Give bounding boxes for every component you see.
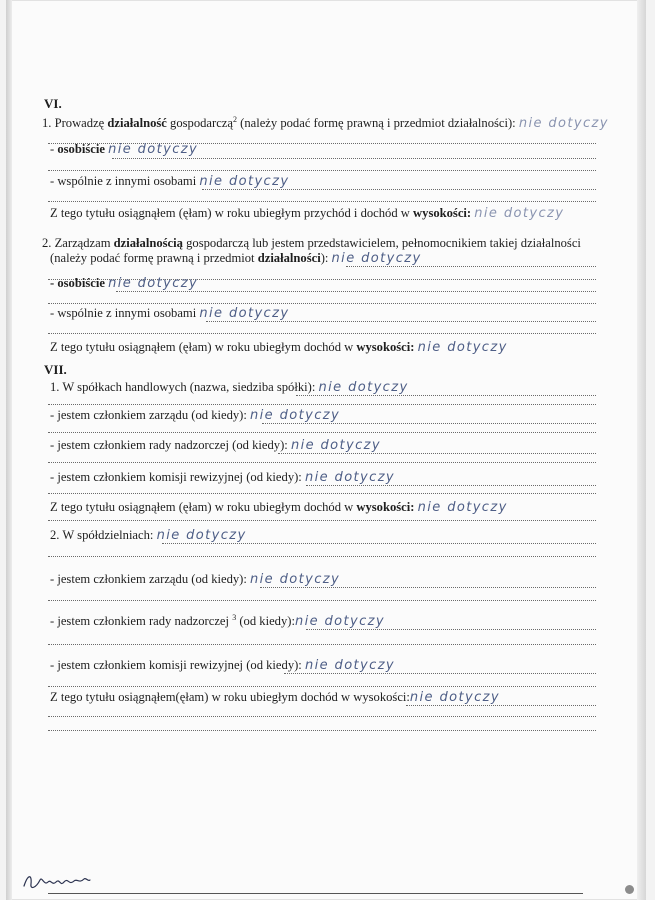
document-page bbox=[6, 0, 646, 900]
vi-osobiscie-2: - osobiście nie dotyczy bbox=[50, 276, 199, 291]
dotted-line bbox=[406, 705, 596, 706]
vi-item2-answer: nie dotyczy bbox=[331, 251, 422, 266]
vii-rada-2-answer: nie dotyczy bbox=[294, 614, 385, 629]
vii-rada-2-text-b: (od kiedy): bbox=[236, 614, 295, 628]
vi-osobiscie-answer-1: nie dotyczy bbox=[108, 142, 199, 157]
dotted-line bbox=[306, 485, 596, 486]
dotted-line bbox=[284, 673, 596, 674]
vi-wspolnie-answer-2: nie dotyczy bbox=[199, 306, 290, 321]
vii-item1-answer: nie dotyczy bbox=[318, 380, 409, 395]
vii-zarzad-1 bbox=[50, 408, 340, 423]
vii-item2-answer: nie dotyczy bbox=[156, 528, 247, 543]
vii-rada-2 bbox=[50, 614, 385, 629]
vii-item2-text: 2. W spółdzielniach: bbox=[50, 528, 154, 542]
dotted-line bbox=[206, 321, 596, 322]
vi-osobiscie-1: - osobiście nie dotyczy bbox=[50, 142, 199, 157]
dotted-line bbox=[306, 629, 596, 630]
vii-komisja-1-answer: nie dotyczy bbox=[304, 470, 396, 485]
dotted-line bbox=[346, 266, 596, 267]
vii-rada-1 bbox=[50, 438, 381, 453]
vi-income-2-answer: nie dotyczy bbox=[417, 340, 508, 355]
dotted-line bbox=[48, 716, 596, 717]
dotted-line bbox=[48, 404, 596, 405]
vi-item2-line2 bbox=[50, 251, 422, 266]
vii-income-2-text: Z tego tytułu osiągnąłem(ęłam) w roku ubiegłym dochód w wysokości: bbox=[50, 690, 410, 704]
vii-item1 bbox=[50, 380, 409, 395]
vi-wspolnie-1 bbox=[50, 174, 289, 189]
vii-komisja-2-text: - jestem członkiem komisji rewizyjnej (od kiedy): bbox=[50, 658, 305, 672]
dotted-line bbox=[296, 395, 596, 396]
vi-item2-prefix: 2. Zarządzam bbox=[42, 236, 114, 250]
vii-komisja-2 bbox=[50, 658, 395, 673]
vi-item1-answer: nie dotyczy bbox=[518, 116, 609, 131]
vi-item1-bold: działalność bbox=[107, 116, 167, 130]
vi-wspolnie-answer-1: nie dotyczy bbox=[199, 174, 290, 189]
vii-zarzad-2 bbox=[50, 572, 340, 587]
vii-zarzad-2-text: - jestem członkiem zarządu (od kiedy): bbox=[50, 572, 247, 586]
vi-income-1 bbox=[50, 206, 564, 221]
vi-item1-prefix: 1. Prowadzę bbox=[42, 116, 108, 130]
signature-scribble-icon bbox=[22, 870, 92, 892]
vii-income-1-bold: wysokości: bbox=[356, 500, 415, 514]
dotted-line bbox=[48, 493, 596, 494]
scan-mark bbox=[625, 885, 634, 894]
dotted-line bbox=[260, 587, 596, 588]
vii-zarzad-1-text: - jestem członkiem zarządu (od kiedy): bbox=[50, 408, 251, 422]
section-vii-title: VII. bbox=[44, 362, 67, 377]
dotted-line bbox=[116, 291, 596, 292]
vii-zarzad-2-answer: nie dotyczy bbox=[250, 572, 341, 587]
dotted-line bbox=[48, 201, 596, 202]
dotted-line bbox=[48, 170, 596, 171]
vi-osobiscie-answer-2: nie dotyczy bbox=[108, 276, 199, 291]
dotted-line bbox=[48, 600, 596, 601]
vi-item2-line1 bbox=[42, 236, 581, 250]
vii-komisja-1-text: - jestem członkiem komisji rewizyjnej (od kiedy): bbox=[50, 470, 305, 484]
vi-item2-suffix: gospodarczą lub jestem przedstawicielem, pełnomocnikiem takiej działalności bbox=[182, 236, 581, 250]
vii-income-1-text: Z tego tytułu osiągnąłem (ęłam) w roku ubiegłym dochód w bbox=[50, 500, 357, 514]
vi-item2-line2-bold: działalności bbox=[257, 251, 321, 265]
dotted-line bbox=[262, 423, 596, 424]
dotted-line bbox=[48, 686, 596, 687]
vi-wspolnie-label-1: - wspólnie z innymi osobami bbox=[50, 174, 200, 188]
section-vi-title: VI. bbox=[44, 96, 62, 111]
dotted-line bbox=[48, 333, 596, 334]
vii-item2 bbox=[50, 528, 247, 543]
vii-income-1 bbox=[50, 500, 508, 515]
dotted-line bbox=[202, 189, 596, 190]
vii-item1-text: 1. W spółkach handlowych (nazwa, siedziba spółki): bbox=[50, 380, 316, 394]
dotted-line bbox=[48, 556, 596, 557]
vi-income-2-text: Z tego tytułu osiągnąłem (ęłam) w roku ubiegłym dochód w bbox=[50, 340, 357, 354]
vii-income-1-answer: nie dotyczy bbox=[417, 500, 508, 515]
vi-income-1-bold: wysokości: bbox=[413, 206, 472, 220]
vi-osobiscie-label-1: osobiście bbox=[57, 142, 105, 156]
scan-edge-right bbox=[637, 0, 646, 900]
dotted-line bbox=[278, 453, 596, 454]
dotted-line bbox=[48, 303, 596, 304]
vii-komisja-2-answer: nie dotyczy bbox=[304, 658, 396, 673]
vi-wspolnie-2 bbox=[50, 306, 289, 321]
vi-item2-line2-b: ): bbox=[320, 251, 332, 265]
vii-income-2-answer: nie dotyczy bbox=[409, 690, 500, 705]
dotted-line bbox=[162, 543, 596, 544]
vi-income-2-bold: wysokości: bbox=[356, 340, 415, 354]
vii-rada-1-text: - jestem członkiem rady nadzorczej (od kiedy): bbox=[50, 438, 288, 452]
vi-osobiscie-label-2: osobiście bbox=[57, 276, 105, 290]
vi-item1-suffix: (należy podać formę prawną i przedmiot działalności): bbox=[236, 116, 519, 130]
dotted-line bbox=[48, 462, 596, 463]
vi-item2-line2-a: (należy podać formę prawną i przedmiot bbox=[50, 251, 258, 265]
footnote-3: 3 bbox=[232, 613, 237, 622]
footnote-2: 2 bbox=[232, 115, 237, 124]
vi-income-1-text: Z tego tytułu osiągnąłem (ęłam) w roku ubiegłym przychód i dochód w bbox=[50, 206, 414, 220]
vi-item1-mid: gospodarczą bbox=[166, 116, 233, 130]
dotted-line bbox=[112, 158, 596, 159]
vii-rada-1-answer: nie dotyczy bbox=[290, 438, 381, 453]
dotted-line bbox=[48, 730, 596, 731]
dotted-line bbox=[48, 432, 596, 433]
vi-income-2 bbox=[50, 340, 508, 355]
signature-line bbox=[48, 893, 583, 894]
vi-item1-text bbox=[42, 116, 609, 131]
vii-komisja-1 bbox=[50, 470, 395, 485]
vi-wspolnie-label-2: - wspólnie z innymi osobami bbox=[50, 306, 200, 320]
vii-rada-2-text-a: - jestem członkiem rady nadzorczej bbox=[50, 614, 233, 628]
scan-edge-left bbox=[6, 0, 12, 900]
dotted-line bbox=[48, 644, 596, 645]
vii-zarzad-1-answer: nie dotyczy bbox=[250, 408, 341, 423]
vii-income-2 bbox=[50, 690, 500, 705]
vi-income-1-answer: nie dotyczy bbox=[474, 206, 565, 221]
dotted-line bbox=[48, 520, 596, 521]
vi-item2-bold: działalnością bbox=[113, 236, 183, 250]
